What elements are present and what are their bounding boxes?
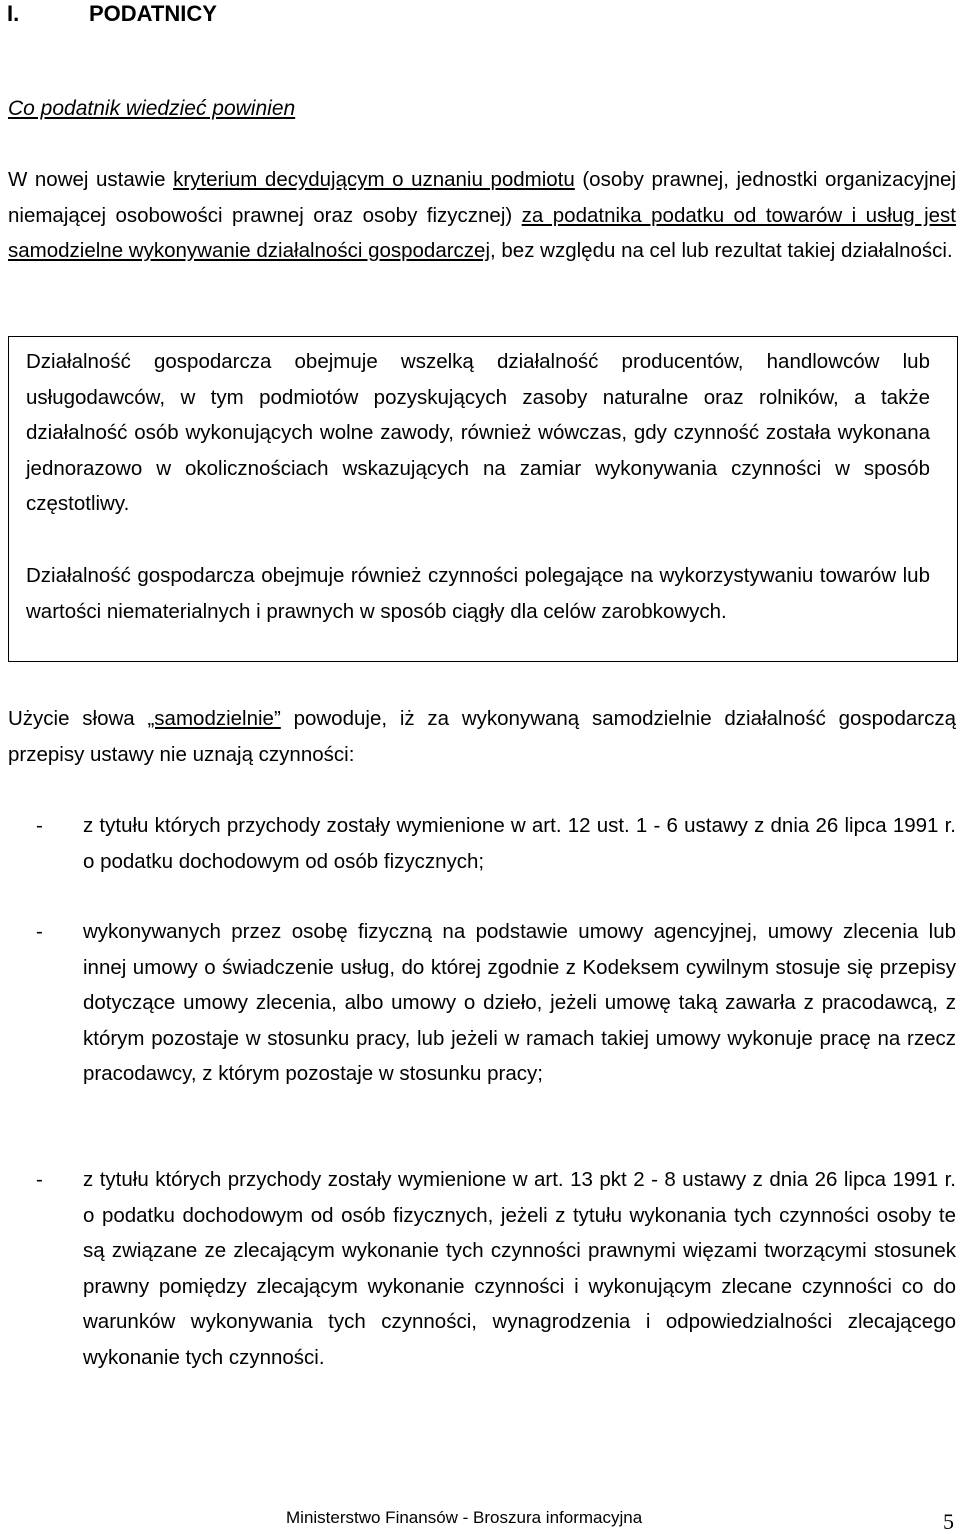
list-marker: - <box>36 1168 43 1191</box>
section-title: PODATNICY <box>89 1 217 26</box>
list-marker: - <box>36 814 43 837</box>
usage-paragraph: Użycie słowa „samodzielnie” powoduje, iż za wykonywaną samodzielnie działalność gospodarczą przepisy ustawy nie uznają czynności: <box>8 707 956 766</box>
section-heading <box>7 0 217 28</box>
box-paragraph-2: Działalność gospodarcza obejmuje również czynności polegające na wykorzystywaniu towarów lub wartości niematerialnych i prawnych w sposób ciągły dla celów zarobkowych. <box>26 564 930 623</box>
intro-paragraph: W nowej ustawie kryterium decydującym o uznaniu podmiotu (osoby prawnej, jednostki organizacyjnej niemającej osobowości prawnej oraz osoby fizycznej) za podatnika podatku od towarów i usług jest samodzielne wykonywanie działalności gospodarczej, bez względu na cel lub rezultat takiej działalności. <box>8 168 956 262</box>
definition-box <box>8 336 958 662</box>
underlined-term: „samodzielnie” <box>147 707 281 730</box>
footer-text: Ministerstwo Finansów - Broszura informacyjna <box>286 1508 643 1527</box>
list-item-text: z tytułu których przychody zostały wymienione w art. 13 pkt 2 - 8 ustawy z dnia 26 lipca 1991 r. o podatku dochodowym od osób fizycznych, jeżeli z tytułu wykonania tych czynności osoby te są związane ze zlecającym wykonanie tych czynności prawnymi więzami tworzącymi stosunek prawny pomiędzy zlecającym wykonanie czynności i wykonującym zlecane czynności co do warunków wykonywania tych czynności, wynagrodzenia i odpowiedzialności zlecającego wykonanie tych czynności. <box>83 1168 956 1369</box>
underlined-definition: za podatnika podatku od towarów i usług jest samodzielne wykonywanie działalności gospodarczej <box>8 203 956 262</box>
subheading: Co podatnik wiedzieć powinien <box>8 97 296 120</box>
underlined-criterion: kryterium decydującym o uznaniu podmiotu <box>173 168 575 191</box>
page-number: 5 <box>943 1509 954 1534</box>
list-item-text: z tytułu których przychody zostały wymienione w art. 12 ust. 1 - 6 ustawy z dnia 26 lipca 1991 r. o podatku dochodowym od osób fizycznych; <box>83 814 956 873</box>
box-paragraph-1: Działalność gospodarcza obejmuje wszelką działalność producentów, handlowców lub usługodawców, w tym podmiotów pozyskujących zasoby naturalne oraz rolników, a także działalność osób wykonujących wolne zawody, również wówczas, gdy czynność została wykonana jednorazowo w okolicznościach wskazujących na zamiar wykonywania czynności w sposób częstotliwy. <box>26 350 930 515</box>
list-item-text: wykonywanych przez osobę fizyczną na podstawie umowy agencyjnej, umowy zlecenia lub innej umowy o świadczenie usług, do której zgodnie z Kodeksem cywilnym stosuje się przepisy dotyczące umowy zlecenia, albo umowy o dzieło, jeżeli umowę taką zawarła z pracodawcą, z którym pozostaje w stosunku pracy, lub jeżeli w ramach takiej umowy wykonuje pracę na rzecz pracodawcy, z którym pozostaje w stosunku pracy; <box>83 920 956 1085</box>
section-number: I. <box>7 1 20 26</box>
list-marker: - <box>36 920 43 943</box>
